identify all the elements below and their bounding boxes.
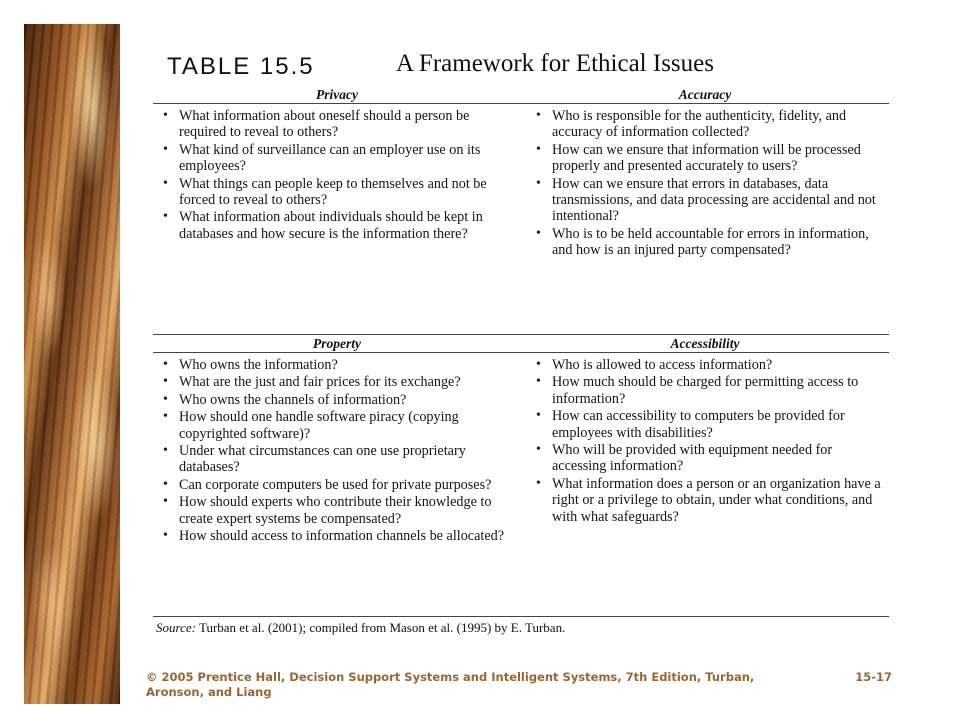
accessibility-column xyxy=(524,357,889,612)
section-header-row-2 xyxy=(153,335,889,353)
property-list xyxy=(159,357,510,544)
table-title: A Framework for Ethical Issues xyxy=(396,50,714,77)
list-item: • Under what circumstances can one use proprietary databases? xyxy=(159,443,510,476)
list-item: • What information about oneself should a person be required to reveal to others? xyxy=(159,108,510,141)
table-heading xyxy=(153,50,889,86)
source-text: Turban et al. (2001); compiled from Mason et al. (1995) by E. Turban. xyxy=(195,620,566,635)
list-item: • How can we ensure that information will be processed properly and presented accurately to users? xyxy=(532,142,883,175)
slide-number: 15-17 xyxy=(855,670,892,684)
wood-texture-sidebar xyxy=(24,24,120,704)
section-body-row-1 xyxy=(153,104,889,335)
accuracy-column xyxy=(524,108,889,330)
section-body-row-2 xyxy=(153,353,889,617)
privacy-heading: Privacy xyxy=(316,87,358,102)
list-item: • What are the just and fair prices for its exchange? xyxy=(159,374,510,390)
list-item: • Can corporate computers be used for private purposes? xyxy=(159,477,510,493)
list-item: • How should one handle software piracy (copying copyrighted software)? xyxy=(159,409,510,442)
list-item: • Who is to be held accountable for errors in information, and how is an injured party compensated? xyxy=(532,226,883,259)
list-item: • How much should be charged for permitting access to information? xyxy=(532,374,883,407)
property-heading: Property xyxy=(313,336,361,351)
accuracy-list xyxy=(532,108,883,259)
list-item: • Who will be provided with equipment needed for accessing information? xyxy=(532,442,883,475)
table-number: TABLE 15.5 xyxy=(167,53,315,80)
list-item: • What things can people keep to themselves and not be forced to reveal to others? xyxy=(159,176,510,209)
privacy-column xyxy=(153,108,524,330)
accuracy-heading: Accuracy xyxy=(678,87,732,102)
accessibility-list xyxy=(532,357,883,525)
list-item: • How can accessibility to computers be provided for employees with disabilities? xyxy=(532,408,883,441)
list-item: • Who owns the channels of information? xyxy=(159,392,510,408)
ethics-table xyxy=(153,50,889,636)
list-item: • Who owns the information? xyxy=(159,357,510,373)
slide-footer xyxy=(146,670,896,700)
privacy-list xyxy=(159,108,510,242)
accessibility-heading: Accessibility xyxy=(670,336,740,351)
section-header-row-1 xyxy=(153,86,889,104)
list-item: • What kind of surveillance can an employer use on its employees? xyxy=(159,142,510,175)
source-note xyxy=(153,617,889,636)
list-item: • How should experts who contribute their knowledge to create expert systems be compensated? xyxy=(159,494,510,527)
source-label: Source: xyxy=(156,620,196,635)
property-column xyxy=(153,357,524,612)
list-item: • Who is allowed to access information? xyxy=(532,357,883,373)
list-item: • How should access to information channels be allocated? xyxy=(159,528,510,544)
list-item: • What information about individuals should be kept in databases and how secure is the information there? xyxy=(159,209,510,242)
list-item: • How can we ensure that errors in databases, data transmissions, and data processing are accidental and not intentional? xyxy=(532,176,883,225)
list-item: • What information does a person or an organization have a right or a privilege to obtain, under what conditions, and with what safeguards? xyxy=(532,476,883,525)
footer-citation: © 2005 Prentice Hall, Decision Support Systems and Intelligent Systems, 7th Edition, Turban, Aronson, and Liang xyxy=(146,670,755,699)
list-item: • Who is responsible for the authenticity, fidelity, and accuracy of information collected? xyxy=(532,108,883,141)
